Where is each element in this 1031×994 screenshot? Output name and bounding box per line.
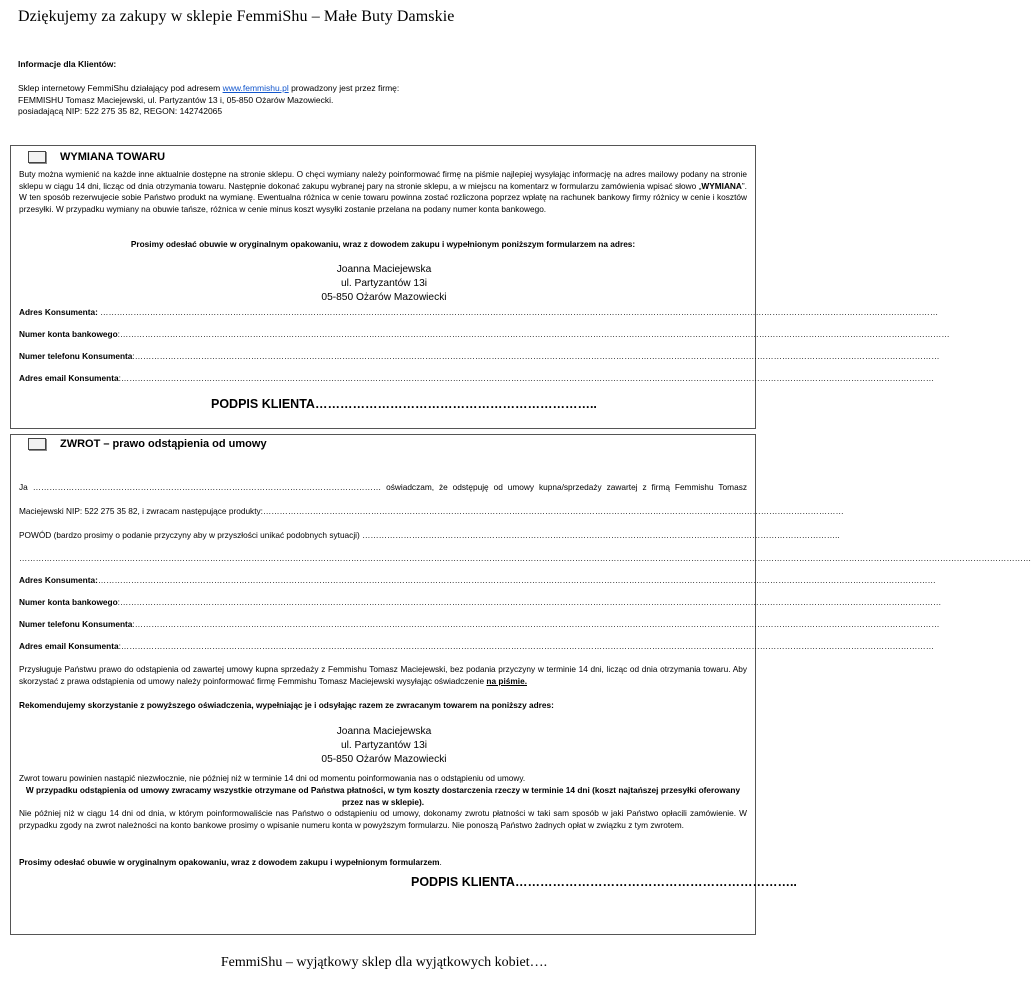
return-blank-line[interactable]: ……………………………………………………………………………………………………………………………………………………………………………………………………………………………………………………………………………………………………………………………………	[19, 553, 1031, 563]
field-label: Numer telefonu Konsumenta	[19, 351, 133, 361]
field-label: Numer konta bankowego	[19, 329, 118, 339]
field-dots: :…………………………………………………………………………………………………………………………………………………………………………………………………………………………………………………………………	[132, 619, 940, 629]
footer-slogan: FemmiShu – wyjątkowy sklep dla wyjątkowych kobiet….	[220, 955, 548, 970]
address-name: Joanna Maciejewska	[336, 264, 432, 275]
address-street: ul. Partyzantów 13i	[340, 740, 428, 751]
exchange-header	[28, 151, 165, 163]
address-street: ul. Partyzantów 13i	[340, 278, 428, 289]
info-heading: Informacje dla Klientów:	[18, 59, 117, 69]
refund-line-3: Nie później niż w ciągu 14 dni od dnia, w którym poinformowaliście nas Państwo o odstąpieniu od umowy, dokonamy zwrotu płatności w taki sam sposób w jaki Państwo opłacili zamówienie. W przypadku zgody na zwrot należności na konto bankowe prosimy o wpisanie numeru konta w powyższym formularzu. Nie ponoszą Państwo żadnych opłat w związku z tym zwrotem.	[19, 808, 747, 830]
exchange-description	[19, 169, 747, 215]
ja-prefix: Ja	[19, 482, 33, 492]
info-line-3: posiadającą NIP: 522 275 35 82, REGON: 142742065	[18, 106, 223, 116]
field-dots: :………………………………………………………………………………………………………………………………………………………………………………………………………………………………………………………………………	[117, 597, 942, 607]
return-email-field[interactable]	[19, 641, 934, 651]
right-emphasis: na piśmie.	[486, 675, 527, 686]
page-title: Dziękujemy za zakupy w sklepie FemmiShu – Małe Buty Damskie	[18, 8, 455, 25]
field-dots: :…………………………………………………………………………………………………………………………………………………………………………………………………………………………………………………………………	[132, 351, 940, 361]
return-address	[11, 725, 757, 767]
exchange-section	[10, 145, 950, 429]
return-title: ZWROT – prawo odstąpienia od umowy	[60, 438, 267, 450]
address-city: 05-850 Ożarów Mazowiecki	[321, 292, 447, 303]
exchange-text-b: ”. W ten sposób rezerwujecie sobie Państwo produkt na wymianę. Ewentualna różnica w cenie towaru powinna zostać rozliczona poprzez wpłatę na rachunek bankowy firmy różnicy w cenie i kosztów przesyłki. W przypadku wymiany na obuwie tańsze, różnica w cenie minus koszt wysyłki zostanie przelana na podany numer konta bankowego.	[19, 180, 747, 214]
shop-link[interactable]: www.femmishu.pl	[222, 83, 289, 93]
field-label: Adres email Konsumenta	[19, 373, 119, 383]
info-line-2: FEMMISHU Tomasz Maciejewski, ul. Partyzantów 13 i, 05-850 Ożarów Mazowiecki.	[18, 94, 334, 105]
field-dots: :……………………………………………………………………………………………………………………………………………………………………………………………………………………………………………………………………	[118, 641, 934, 651]
return-products-line[interactable]: Maciejewski NIP: 522 275 35 82, i zwracam następujące produkty:…………………………………………………………………………………………………………………………………………………………………………………………	[19, 506, 844, 516]
exchange-bank-field[interactable]	[19, 329, 950, 339]
return-right-paragraph	[19, 664, 747, 687]
address-city: 05-850 Ożarów Mazowiecki	[321, 754, 447, 765]
field-label: Adres Konsumenta:	[19, 307, 98, 317]
field-label: Numer telefonu Konsumenta	[19, 619, 133, 629]
return-section	[10, 434, 1031, 935]
info-line-1	[18, 83, 399, 95]
return-phone-field[interactable]	[19, 619, 940, 629]
return-signature[interactable]: PODPIS KLIENTA…………………………………………………………..	[411, 875, 797, 889]
return-address-field[interactable]	[19, 575, 936, 585]
exchange-address-field[interactable]	[19, 307, 939, 317]
exchange-checkbox[interactable]	[28, 151, 46, 163]
exchange-request: Prosimy odesłać obuwie w oryginalnym opakowaniu, wraz z dowodem zakupu i wypełnionym poniższym formularzem na adres:	[130, 239, 636, 249]
return-declaration-line[interactable]	[19, 482, 747, 494]
field-dots: ……………………………………………………………………………………………………………………………………………………………………………………………………………………………………………………………………………	[97, 307, 939, 317]
refund-line-1: Zwrot towaru powinien nastąpić niezwłocznie, nie później niż w terminie 14 dni od momentu poinformowania nas o odstąpieniu od umowy.	[19, 773, 526, 783]
return-header	[28, 438, 267, 450]
field-dots: :……………………………………………………………………………………………………………………………………………………………………………………………………………………………………………………………………	[118, 373, 934, 383]
exchange-title: WYMIANA TOWARU	[60, 151, 166, 163]
exchange-email-field[interactable]	[19, 373, 934, 383]
return-reason-line[interactable]: POWÓD (bardzo prosimy o podanie przyczyny aby w przyszłości unikać podobnych sytuacji) ………………………………………………………………………………………………………………………………………………………..	[19, 530, 840, 540]
refund-line-2: W przypadku odstąpienia od umowy zwracamy wszystkie otrzymane od Państwa płatności, w tym koszty dostarczenia rzeczy w terminie 14 dni (koszt najtańszej przesyłki oferowany przez nas w sklepie).	[25, 785, 741, 807]
return-bank-field[interactable]	[19, 597, 942, 607]
field-label: Numer konta bankowego	[19, 597, 118, 607]
ja-dots: ………………………………………………………………………………………………………………	[32, 482, 382, 492]
field-label: Adres email Konsumenta	[19, 641, 119, 651]
exchange-signature[interactable]: PODPIS KLIENTA…………………………………………………………..	[211, 397, 597, 411]
right-text: Przysługuje Państwu prawo do odstąpienia od zawartej umowy kupna sprzedaży z Femmishu Tomasz Maciejewski, bez podania przyczyny w terminie 14 dni, licząc od dnia otrzymania towaru. Aby skorzystać z prawa odstąpienia od umowy należy poinformować firmę Femmishu Tomasz Maciejewski wysyłając oświadczenie	[19, 664, 747, 686]
return-request-text: Prosimy odesłać obuwie w oryginalnym opakowaniu, wraz z dowodem zakupu i wypełnionym formularzem	[19, 857, 440, 867]
field-dots: ……………………………………………………………………………………………………………………………………………………………………………………………………………………………………………………………………………	[97, 575, 936, 585]
return-checkbox[interactable]	[28, 438, 46, 450]
exchange-phone-field[interactable]	[19, 351, 940, 361]
info-line-1-tail: prowadzony jest przez firmę:	[288, 83, 400, 93]
company-info	[18, 83, 399, 118]
return-request-end: .	[439, 857, 442, 867]
exchange-keyword: WYMIANA	[701, 180, 742, 191]
exchange-text-a: Buty można wymienić na każde inne aktualnie dostępne na stronie sklepu. O chęci wymiany należy poinformować firmę na piśmie najlepiej wysyłając informację na adres mailowy podany na stronie sklepu w ciągu 14 dni, licząc od dnia otrzymania towaru. Następnie dokonać zakupu wybranej pary na stronie sklepu, a w miejscu na komentarz w formularzu zamówienia wpisać słowo „	[19, 169, 747, 191]
field-label: Adres Konsumenta:	[19, 575, 98, 585]
return-request	[19, 857, 747, 869]
ja-text: oświadczam, że odstępuję od umowy kupna/sprzedaży zawartej z firmą Femmishu Tomasz	[381, 482, 747, 492]
address-name: Joanna Maciejewska	[336, 726, 432, 737]
exchange-address	[11, 263, 757, 305]
info-line-1-text: Sklep internetowy FemmiShu działający pod adresem	[18, 83, 223, 93]
field-dots: :…………………………………………………………………………………………………………………………………………………………………………………………………………………………………………………………………………	[117, 329, 950, 339]
return-recommendation: Rekomendujemy skorzystanie z powyższego oświadczenia, wypełniając je i odsyłając razem ze zwracanym towarem na poniższy adres:	[19, 700, 554, 710]
